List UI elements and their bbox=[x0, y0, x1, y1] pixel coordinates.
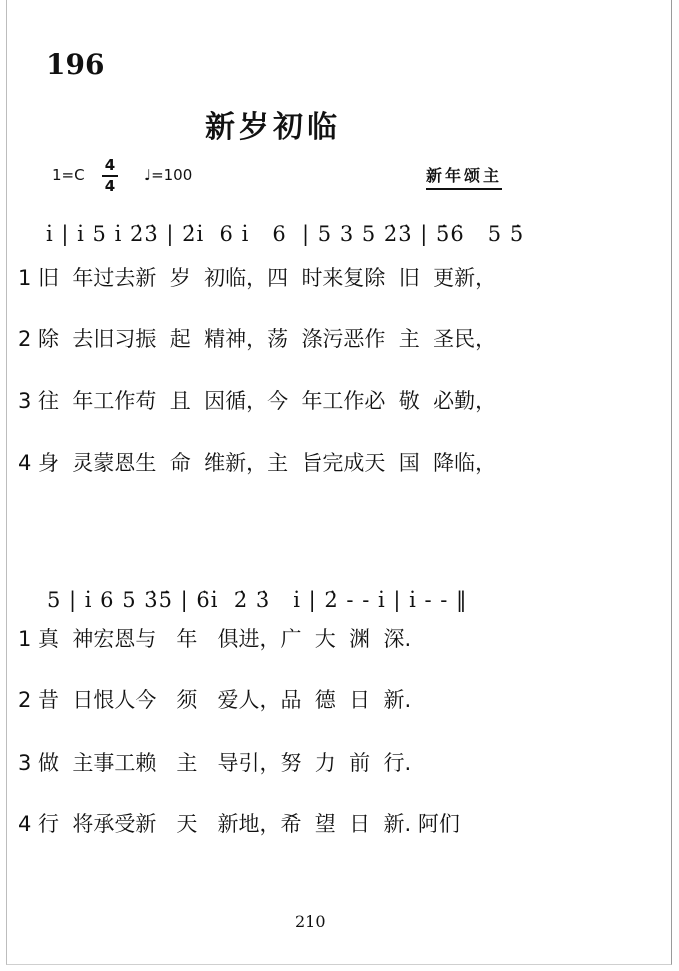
lyric-line-2-verse-2: 2 昔 日恨人今 须 爱人，品 德 日 新. bbox=[18, 688, 412, 712]
lyric-line-2-verse-4: 4 行 将承受新 天 新地，希 望 日 新. 阿们 bbox=[18, 812, 460, 836]
time-signature bbox=[100, 157, 120, 195]
lyric-line-1-verse-4: 4 身 灵蒙恩生 命 维新，主 旨完成天 国 降临， bbox=[18, 451, 497, 475]
hymn-title: 新岁初临 bbox=[205, 110, 341, 145]
page-number: 210 bbox=[295, 912, 326, 931]
lyric-line-2-verse-1: 1 真 神宏恩与 年 俱进，广 大 渊 深. bbox=[18, 627, 412, 651]
key-signature: 1=C bbox=[52, 166, 85, 184]
notation-line-1: i̇ | i̇ 5 i̇ 2̇3̇ | 2̇i̇ 6 i̇ 6 | 5 3 5 2̇3̇ | 5̇6̇ 5 5̇ bbox=[46, 222, 525, 246]
time-signature-top: 4 bbox=[104, 156, 116, 174]
tempo-marking: ♩=100 bbox=[144, 166, 193, 184]
hymn-number: 196 bbox=[46, 48, 105, 81]
time-signature-bottom: 4 bbox=[104, 177, 116, 195]
notation-line-2: 5 | i̇ 6 5 3̇5̇ | 6̇i̇ 2̇ 3̇ i̇ | 2̇ - - i̇ | i̇ - - ‖ bbox=[47, 588, 468, 612]
lyric-line-2-verse-3: 3 做 主事工赖 主 导引，努 力 前 行. bbox=[18, 751, 412, 775]
lyric-line-1-verse-1: 1 旧 年过去新 岁 初临，四 时来复除 旧 更新， bbox=[18, 266, 497, 290]
attribution: 新年颂主 bbox=[426, 163, 502, 190]
lyric-line-1-verse-3: 3 往 年工作苟 且 因循，今 年工作必 敬 必勤， bbox=[18, 389, 497, 413]
lyric-line-1-verse-2: 2 除 去旧习振 起 精神，荡 涤污恶作 主 圣民， bbox=[18, 327, 497, 351]
